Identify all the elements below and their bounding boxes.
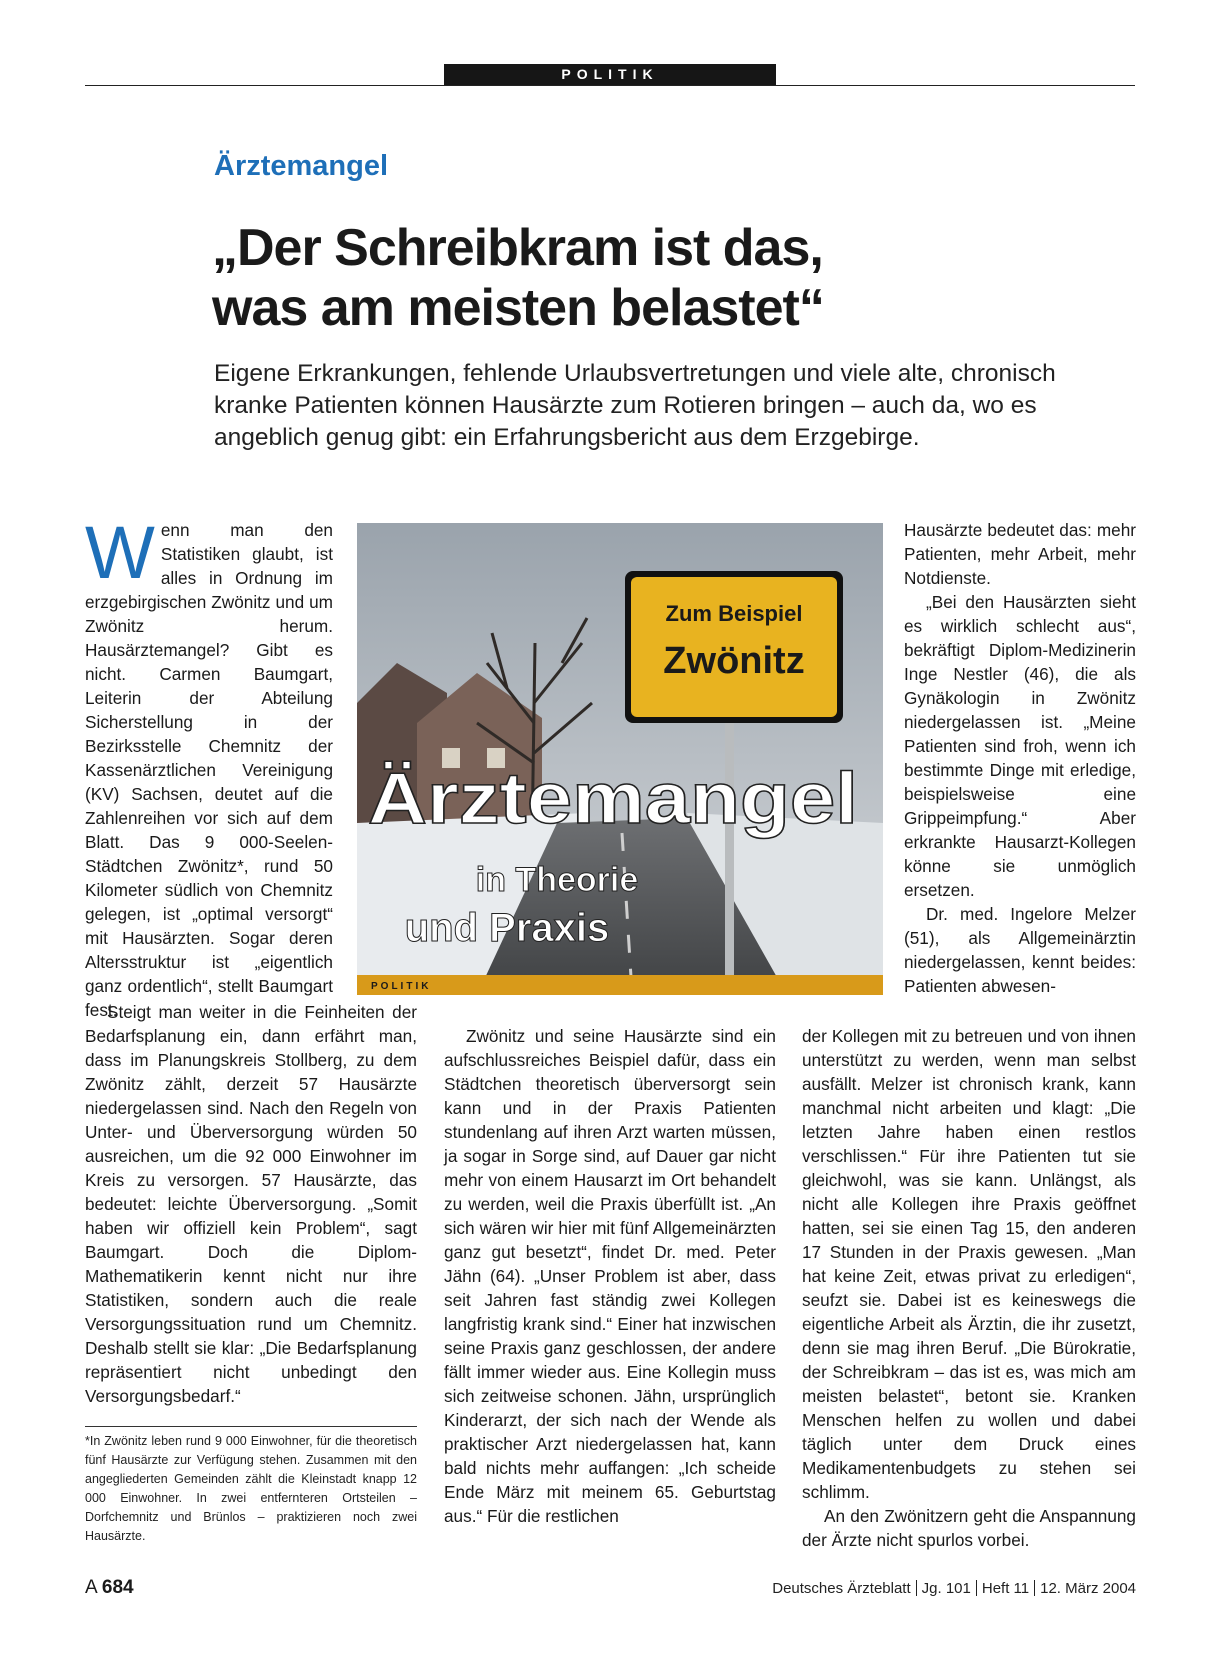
footnote: *In Zwönitz leben rund 9 000 Einwohner, für die theoretisch fünf Hausärzte zur Verfügung stehen. Zusammen mit den angegliederten Gemeinden zählt die Kleinstadt knapp 12 000 Einwohner. In zwei entfernteren Ortsteilen – Dorfchemnitz und Brünlos – praktizieren noch zwei Hausärzte.	[85, 1434, 417, 1543]
article-image	[357, 523, 883, 995]
image-tag: POLITIK	[371, 981, 432, 992]
column-3	[904, 518, 1136, 998]
journal-citation	[772, 1580, 1136, 1597]
col1-paragraph-1: enn man den Statistiken glaubt, ist alles in Ordnung im erzgebirgischen Zwönitz und um Zwönitz herum. Hausärztemangel? Gibt es nicht. Carmen Baumgart, Leiterin der Abteilung Sicherstellung in der Bezirksstelle Chemnitz der Kassenärztlichen Vereinigung (KV) Sachsen, deutet auf die Zahlenreihen vor sich auf dem Blatt. Das 9 000-Seelen-Städtchen Zwönitz*, rund 50 Kilometer südlich von Chemnitz gelegen, ist „optimal versorgt“ mit Hausärzten. Sogar deren Altersstruktur ist „eigentlich ganz ordentlich“, stellt Baumgart fest.	[85, 520, 333, 1020]
column-2	[444, 1024, 776, 1528]
deck: Eigene Erkrankungen, fehlende Urlaubsvertretungen und viele alte, chronisch kranke Patienten können Hausärzte zum Rotieren bringen – auch da, wo es angeblich genug gibt: ein Erfahrungsbericht aus dem Erzgebirge.	[214, 360, 1056, 451]
col3-paragraph-1: Hausärzte bedeutet das: mehr Patienten, mehr Arbeit, mehr Notdienste.	[904, 520, 1136, 588]
page-number-value: 684	[101, 1577, 134, 1598]
headline-line-1: „Der Schreibkram ist das,	[212, 219, 823, 277]
top-rule	[85, 85, 1135, 86]
page-prefix: A	[85, 1577, 97, 1598]
column-3-lower	[802, 1024, 1136, 1552]
col2-paragraph-1: Zwönitz und seine Hausärzte sind ein aufschlussreiches Beispiel dafür, dass ein Städtchen theoretisch überversorgt sein kann und in der Praxis Patienten stundenlang auf ihren Arzt warten müssen, ja sogar in Sorge sind, auf Dauer gar nicht mehr von einem Hausarzt im Ort behandelt zu werden, weil die Praxis überfüllt ist. „An sich wären wir hier mit fünf Allgemeinärzten ganz gut besetzt“, findet Dr. med. Peter Jähn (64). „Unser Problem ist aber, dass seit Jahren fast ständig zwei Kollegen langfristig krank sind.“ Einer hat inzwischen seine Praxis ganz geschlossen, der andere fällt immer wieder aus. Eine Kollegin muss sich zeitweise schonen. Jähn, ursprünglich Kinderarzt, der sich nach der Wende als praktischer Arzt niedergelassen hat, kann bald nichts mehr auffangen: „Ich scheide Ende März mit meinem 65. Geburtstag aus.“ Für die restlichen	[444, 1026, 776, 1526]
journal-name: Deutsches Ärzteblatt	[772, 1580, 911, 1597]
section-label: POLITIK	[444, 64, 776, 85]
image-subtitle-2: und Praxis	[404, 906, 610, 950]
column-1-lower	[85, 1000, 417, 1408]
journal-issue: Heft 11	[981, 1580, 1030, 1597]
sign-line-2: Zwönitz	[663, 640, 805, 682]
footnote-rule	[85, 1426, 417, 1427]
town-sign-photo	[357, 523, 883, 995]
headline-line-2: was am meisten belastet“	[212, 279, 824, 337]
sign-line-1: Zum Beispiel	[665, 601, 803, 626]
headline	[212, 218, 1112, 338]
col3-paragraph-2: „Bei den Hausärzten sieht es wirklich schlecht aus“, bekräftigt Diplom-Medizinerin Inge Nestler (46), die als Gynäkologin in Zwönitz niedergelassen ist. „Meine Patienten sind froh, wenn ich bestimmte Dinge mit erledige, beispielsweise eine Grippeimpfung.“ Aber erkrankte Hausarzt-Kollegen könne sie unmöglich ersetzen.	[904, 592, 1136, 900]
col1-paragraph-2: Steigt man weiter in die Feinheiten der Bedarfsplanung ein, dann erfährt man, dass im Planungskreis Stollberg, zu dem Zwönitz zählt, derzeit 57 Hausärzte niedergelassen sind. Nach den Regeln von Unter- und Überversorgung würden 50 ausreichen, um die 92 000 Einwohner im Kreis zu versorgen. 57 Hausärzte, das bedeutet: leichte Überversorgung. „Somit haben wir offiziell kein Problem“, sagt Baumgart. Doch die Diplom-Mathematikerin kennt nicht nur ihre Statistiken, sondern auch die reale Versorgungssituation rund um Chemnitz. Deshalb stellt sie klar: „Die Bedarfsplanung repräsentiert nicht unbedingt den Versorgungsbedarf.“	[85, 1002, 417, 1406]
journal-date: 12. März 2004	[1040, 1580, 1136, 1597]
col3b-paragraph-1: der Kollegen mit zu betreuen und von ihnen unterstützt zu werden, wenn man selbst ausfällt. Melzer ist chronisch krank, kann manchmal nicht arbeiten und klagt: „Die letzten Jahre haben einen restlos verschlissen.“ Für ihre Patienten tut sie gleichwohl, was sie kann. Unlängst, als nicht alle Kollegen ihre Praxis geöffnet hatten, sei sie einen Tag 15, den anderen 17 Stunden in der Praxis gewesen. „Man hat keine Zeit, etwas privat zu erledigen“, seufzt sie. Dabei ist es keineswegs die eigentliche Arbeit als Ärztin, die ihr zusetzt, denn sie mag ihren Beruf. „Die Bürokratie, der Schreibkram – das ist es, was mich am meisten belastet“, betont sie. Kranken Menschen helfen zu wollen und dabei täglich unter dem Druck eines Medikamentenbudgets zu stehen sei schlimm.	[802, 1026, 1136, 1502]
image-title: Ärztemangel	[368, 759, 858, 839]
column-1	[85, 511, 333, 1022]
kicker: Ärztemangel	[214, 150, 389, 182]
col3b-paragraph-2: An den Zwönitzern geht die Anspannung der Ärzte nicht spurlos vorbei.	[802, 1506, 1136, 1550]
image-subtitle-1: in Theorie	[475, 861, 639, 899]
page-number	[85, 1577, 134, 1599]
col3-paragraph-3: Dr. med. Ingelore Melzer (51), als Allgemeinärztin niedergelassen, kennt beides: Patienten abwesen-	[904, 904, 1136, 996]
journal-volume: Jg. 101	[921, 1580, 971, 1597]
dropcap: W	[85, 511, 155, 594]
